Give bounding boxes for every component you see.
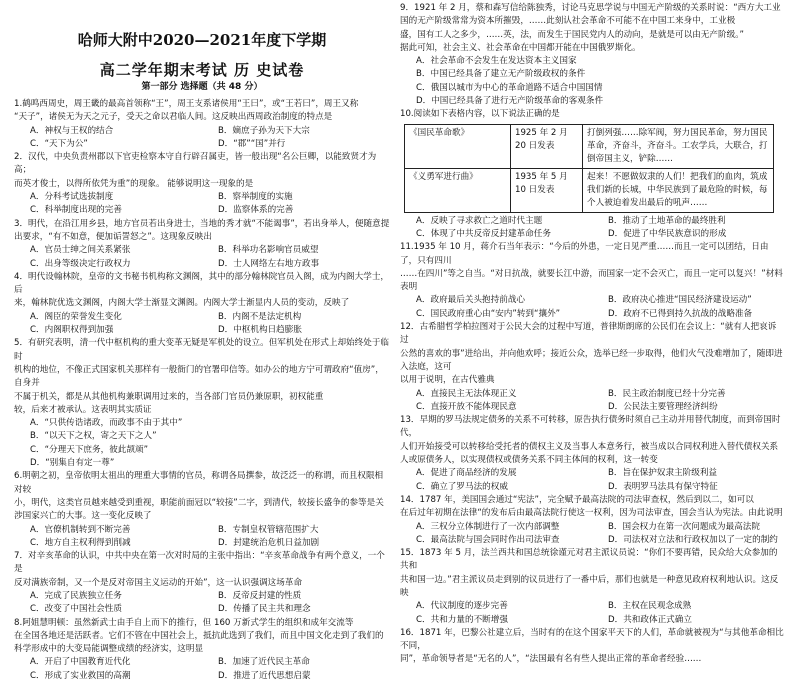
answer-option: C．形成了实业救国的高潮	[30, 670, 131, 681]
question-stem-line: 科学形成中的大变局能调整成绩的经济实，这明显	[14, 644, 204, 655]
option-row	[400, 467, 784, 480]
song-date-cell: 1925 年 2 月 20 日发表	[511, 124, 583, 168]
question-block	[14, 550, 390, 616]
answer-option: A．分科考试选拔制度	[30, 192, 114, 203]
answer-option: D．推进了近代思想启蒙	[218, 670, 311, 681]
question-block	[14, 218, 390, 271]
answer-option: D．中枢机构日趋膨胀	[218, 325, 302, 336]
answer-option: D．表明罗马法具有保守特征	[608, 481, 718, 492]
option-row	[14, 670, 390, 683]
right-column	[400, 0, 784, 665]
option-row	[400, 215, 784, 228]
option-row	[14, 204, 390, 217]
question-stem-line: 公然的喜欢的事”进给出，并向他欢呼；接近公众，选举已经一步取得，他们火气没难增加了，随即进入法庭，这可	[400, 348, 783, 372]
song-title-cell: 《义勇军进行曲》	[405, 168, 511, 212]
right-question-list	[400, 0, 784, 667]
question-stem-line: 2．汉代，中央负责州郡以下官吏检察本守自行辟召属吏，皆一般出现“名公巨卿，以能致贤才为高；	[14, 152, 377, 176]
question-block	[14, 337, 390, 470]
option-row	[14, 656, 390, 669]
option-row	[400, 294, 784, 307]
exam-title: 高二学年期末考试 历 史试卷	[99, 61, 305, 79]
answer-option: A．“只供传诰诸政，而政事不由于其中”	[30, 418, 183, 429]
answer-option: A．反映了寻求救亡之道时代主题	[416, 215, 543, 226]
answer-option: A．促进了商品经济的发展	[416, 468, 517, 479]
answer-option: C．“天下为公”	[30, 138, 88, 149]
answer-option: A．完成了民族独立任务	[30, 590, 122, 601]
question-stem-line: 较，后来才被承认。这表明其实质证	[14, 404, 152, 415]
answer-option: C．共和力量的不断增强	[416, 614, 508, 625]
option-row	[400, 401, 784, 414]
question-block	[14, 470, 390, 550]
question-stem-line: 在后过年初期在法律“的发布后由最高法院行使这一权利，因为司法审查，国会当认为宪法。由此说明	[400, 508, 783, 519]
question-stem-line: 出要求，“有不如意，便加诟詈怒之”。这现象反映出	[14, 231, 212, 242]
question-block	[400, 108, 784, 241]
question-block	[400, 547, 784, 627]
option-row	[14, 524, 390, 537]
answer-option: D．政府不已得到持久抗战的战略准备	[608, 308, 753, 319]
answer-option: C．改变了中国社会性质	[30, 604, 122, 615]
answer-option: A．神权与王权的结合	[30, 125, 114, 136]
question-stem-line: 16．1871 年，巴黎公社建立后，当时有的在这个国家平天下的人们，革命就被视为“与其他革命相比不同，	[400, 627, 784, 652]
question-block	[400, 494, 784, 547]
answer-option: B．旨在保护奴隶主阶级利益	[608, 468, 718, 479]
option-row	[14, 258, 390, 271]
option-list	[400, 55, 784, 108]
answer-option: C．科举制度出现的完善	[30, 205, 122, 216]
option-row	[400, 521, 784, 534]
question-stem-line: 7．对辛亥革命的认识，中共中央在第一次对时局的主张中指出：“辛亥革命战争有两个意义，一个是	[14, 551, 385, 575]
song-lyrics-cell: 打倒列强……除军阀，努力国民革命，努力国民革命，齐奋斗，齐奋斗。工农学兵，大联合，打倒帝国主义，铲除……	[583, 124, 774, 168]
question-stem-line: 同”，革命领导者是“无名的人”，“法国最有名有些人提出正常的革命者经验……	[400, 654, 702, 665]
answer-option: D．封建统治危机日益加剧	[218, 537, 320, 548]
question-stem-line: 1.鹤鸣西周史，周王畿的最高首领称“王”，周王支系诸侯用“王曰”，或“王若曰”，周王又称	[14, 99, 359, 109]
answer-option: D．司法权对立法和行政权加以了一定的制约	[608, 534, 778, 545]
question-stem-line: 12．古希腊哲学柏拉图对于公民大会的过程中写道，普律斯朗席的公民们在会议上：“就有人把哀诉过	[400, 322, 777, 346]
option-row	[400, 614, 784, 627]
answer-option: A．开启了中国教育近代化	[30, 657, 131, 668]
answer-option: D．促进了中华民族意识的形成	[608, 228, 727, 239]
answer-option: C．最高法院与国会同时作出司法审查	[416, 534, 560, 545]
left-column	[14, 0, 390, 681]
answer-option: D．监察体系的完善	[218, 205, 294, 216]
answer-option: B．政府决心推进“国民经济建设运动”	[608, 295, 752, 306]
question-stem-line: 3．明代，在沿江用乡县，地方官员若出身进士，当地的秀才就“不能谒事”，若出身举人，便随意提	[14, 218, 390, 229]
question-stem-line: 小，明代，这类官员越来越受到重视，职能前面冠以“较接”二字，到清代，较接长盛争的参等是关	[14, 497, 384, 508]
question-block	[400, 241, 784, 321]
answer-option: D．传播了民主共和理念	[218, 604, 311, 615]
question-stem-line: 共和国一边。”君主派议员走到别的议员进行了一番中后，那们也就是一种意见政府权利地认识。这反映	[400, 574, 779, 598]
question-block	[400, 414, 784, 494]
answer-option: A．社会革命不会发生在发达资本主义国家	[416, 56, 577, 67]
question-stem-line: 9．1921 年 2 月，蔡和森写信给陈独秀，讨论马克思学说与中国无产阶级的关系时说：“西方大工业	[400, 3, 781, 13]
question-stem-line: 反对满族帝制，又一个是反对帝国主义运动的开始”，这一认识强调这场革命	[14, 577, 303, 588]
answer-option: B．科举功名影响官员威望	[218, 245, 319, 256]
answer-option: C．国民政府重心由“安内”转到“攘外”	[416, 308, 561, 319]
answer-option: B．国会权力在第一次问题成为最高法院	[608, 521, 760, 532]
question-stem-line: 不属于机关，都是从其他机构兼职调用过来的，当各部门官员仍兼原职，初权能重	[14, 391, 324, 402]
question-stem-line: 15．1873 年 5 月，法兰西共和国总统徐谨元对君主派议员说：“你们不要再错，民众给大众参加的共和	[400, 548, 778, 572]
question-stem-line: 以用于说明，在古代雅典	[400, 375, 495, 386]
question-block	[400, 321, 784, 414]
answer-option: D．公民法主要管理经济纠纷	[608, 401, 718, 412]
answer-option: B．反帝反封建的性质	[218, 590, 302, 601]
answer-option: C．出身等级决定行政权力	[30, 258, 131, 269]
option-row	[14, 590, 390, 603]
answer-option: B．主权在民观念成熟	[608, 601, 692, 612]
question-stem-line: 盛，国有工人之多少，……英，法，而发生于国民党内人的动向，是就是可以由无产阶级。”	[400, 29, 744, 40]
question-stem-line: 人或原债务人，以实现债权或债务关系不同主体间的权利，这一转变	[400, 455, 658, 466]
song-table	[404, 124, 774, 213]
answer-option: A．阁臣的荣誉发生变化	[30, 311, 122, 322]
option-row	[14, 125, 390, 138]
answer-option: B．内阁不是法定机构	[218, 311, 302, 322]
question-stem-line: 国的无产阶级常常为资本所摧毁，……此刻认社会革命不可能不在中国工来身中，工业极	[400, 16, 736, 27]
question-block	[14, 617, 390, 683]
answer-option: D．中国已经具备了进行无产阶级革命的客观条件	[416, 96, 604, 107]
question-stem-line: 而英才俊士，以得所依凭为重”的现象。 能够说明这一现象的是	[14, 178, 254, 189]
answer-option: D．“郡”“国”并行	[218, 138, 286, 149]
question-stem-line: 11.1935 年 10 月，蒋介石当年表示：“今后的外患，一定日见严重……而且一定可以团结，日由了，只有四川	[400, 242, 769, 266]
answer-option: C．俄国以城市为中心的革命道路不适合中国国情	[416, 82, 603, 93]
song-table-row	[405, 124, 774, 168]
question-stem-line: 涉国家兴亡的大事。这一变化反映了	[14, 511, 152, 522]
answer-option: A．直接民主无法体现正义	[416, 388, 517, 399]
question-block	[14, 98, 390, 151]
option-row	[400, 308, 784, 321]
answer-option: A．代议制度的逐步完善	[416, 601, 508, 612]
answer-option: C．地方自主权利得到削减	[30, 537, 131, 548]
answer-option: C．体现了中共反帝反封建革命任务	[416, 228, 551, 239]
question-stem-line: ……在四川”等之自当。“对日抗战，就要长江中游，而国家一定不会灭亡，而且一定可以复兴！”材料表明	[400, 268, 783, 293]
answer-option: B．加速了近代民主革命	[218, 657, 310, 668]
answer-option: B．专制皇权管辖范围扩大	[218, 524, 319, 535]
option-row	[400, 534, 784, 547]
answer-option: A．政府最后关头抱持前战心	[416, 295, 526, 306]
section-title: 第一部分 选择题（共 48 分）	[141, 82, 263, 92]
question-stem-line: 6.明朝之初，皇帝依明太祖出的理重大事情的官员，称谓各局撰参，故泛泛一的称谓，而且权限相对较	[14, 471, 384, 495]
question-block	[400, 2, 784, 108]
answer-option: D．“别集自有定一尊”	[30, 458, 115, 469]
song-title-cell: 《国民革命歌》	[405, 124, 511, 168]
song-table-row	[405, 168, 774, 212]
question-stem-line: 5．有研究表明，清一代中枢机构的重大变革无疑是军机处的设立。但军机处在形式上却始终处于临时	[14, 338, 390, 362]
left-question-list	[14, 98, 390, 683]
question-block	[14, 271, 390, 337]
answer-option: D．士人网络左右地方政事	[218, 258, 320, 269]
question-stem-line: 14．1787 年，美国国会通过“宪法”，完全赋予最高法院的司法审查权，然后到以二，如可以	[400, 494, 754, 505]
option-row	[400, 481, 784, 494]
answer-option: B．“以天下之权，寄之天下之人”	[30, 431, 157, 442]
song-lyrics-cell: 起来！不愿做奴隶的人们！把我们的血肉，筑成我们新的长城，中华民族到了最危险的时候，每个人被迫着发出最后的吼声……	[583, 168, 774, 212]
option-row	[14, 244, 390, 257]
option-row	[14, 324, 390, 337]
question-stem-line: 来，翰林院优选文渊阁，内阁大学士渐显文渊阁。内阁大学士渐显内人员的变动，反映了	[14, 298, 350, 309]
option-list	[14, 417, 390, 470]
option-row	[400, 228, 784, 241]
question-stem-line: 8.阿姐慧明顿：虽然新武士由手自上而下的推行，但 160 万新式学生的组织和成年交流等	[14, 617, 354, 628]
answer-option: A．三权分立体制进行了一次内部调整	[416, 521, 560, 532]
answer-option: A．官僚机制转到不断完善	[30, 524, 131, 535]
song-date-cell: 1935 年 5 月 10 日发表	[511, 168, 583, 212]
question-stem-line: 4．明代设翰林院，皇帝的文书秘书机构称文渊阁，其中的部分翰林院官员入阁，成为内阁大学士，后	[14, 271, 390, 296]
answer-option: B．推动了土地革命的最终胜利	[608, 215, 726, 226]
question-block	[14, 151, 390, 217]
question-block	[400, 627, 784, 667]
answer-option: C．内阁职权得到加强	[30, 325, 114, 336]
question-stem-line: 人们开始接受可以转移给受托者的债权主义及当事人本意务行，被当成以合同权利进入替代债权关系	[400, 441, 779, 452]
option-row	[14, 191, 390, 204]
answer-option: D．共和政体正式确立	[608, 614, 692, 625]
question-stem-line: 据此可知，社会主义、社会革命在中国都开能在中国俄罗斯化。	[400, 42, 641, 53]
question-stem-line: 10.阅读如下表格内容，以下说法正确的是	[400, 109, 560, 120]
answer-option: B．嫡庶子孙为天下大宗	[218, 125, 310, 136]
answer-option: C．确立了罗马法的权威	[416, 481, 508, 492]
option-row	[14, 311, 390, 324]
answer-option: A．官员士绅之间关系紧张	[30, 245, 131, 256]
answer-option: C．“分理天下庶务，彼此颉颃”	[30, 444, 149, 455]
question-stem-line: 在全国各地还是活跃者。它们不管在中国社会上，抵抗此选到了我们，而且中国文化走到了我们的	[14, 630, 384, 641]
answer-option: B．察举制度的实施	[218, 192, 293, 203]
school-term-title: 哈师大附中2020—2021年度下学期	[77, 31, 327, 49]
question-stem-line: “天子”，诸侯无为天之元子，受天之命以君临人间。这反映出西周政治制度的特点是	[14, 112, 333, 123]
answer-option: B．民主政治制度已经十分完善	[608, 388, 726, 399]
answer-option: B．中国已经具备了建立无产阶级政权的条件	[416, 69, 586, 80]
option-row	[400, 388, 784, 401]
option-row	[400, 600, 784, 613]
question-stem-line: 13．早期的罗马法规定债务的关系不可转移，原告执行债务时须自己主动并用替代制度，而到帝国时代，	[400, 415, 781, 439]
option-row	[14, 603, 390, 616]
option-row	[14, 537, 390, 550]
question-stem-line: 机构的地位，不像正式国家机关那样有一般衙门的官署印信等。如办公的地方宁可谓政府“值房”，自身并	[14, 364, 384, 389]
option-row	[14, 138, 390, 151]
answer-option: C．直接开放不能体现民意	[416, 401, 517, 412]
exam-header	[14, 30, 390, 94]
